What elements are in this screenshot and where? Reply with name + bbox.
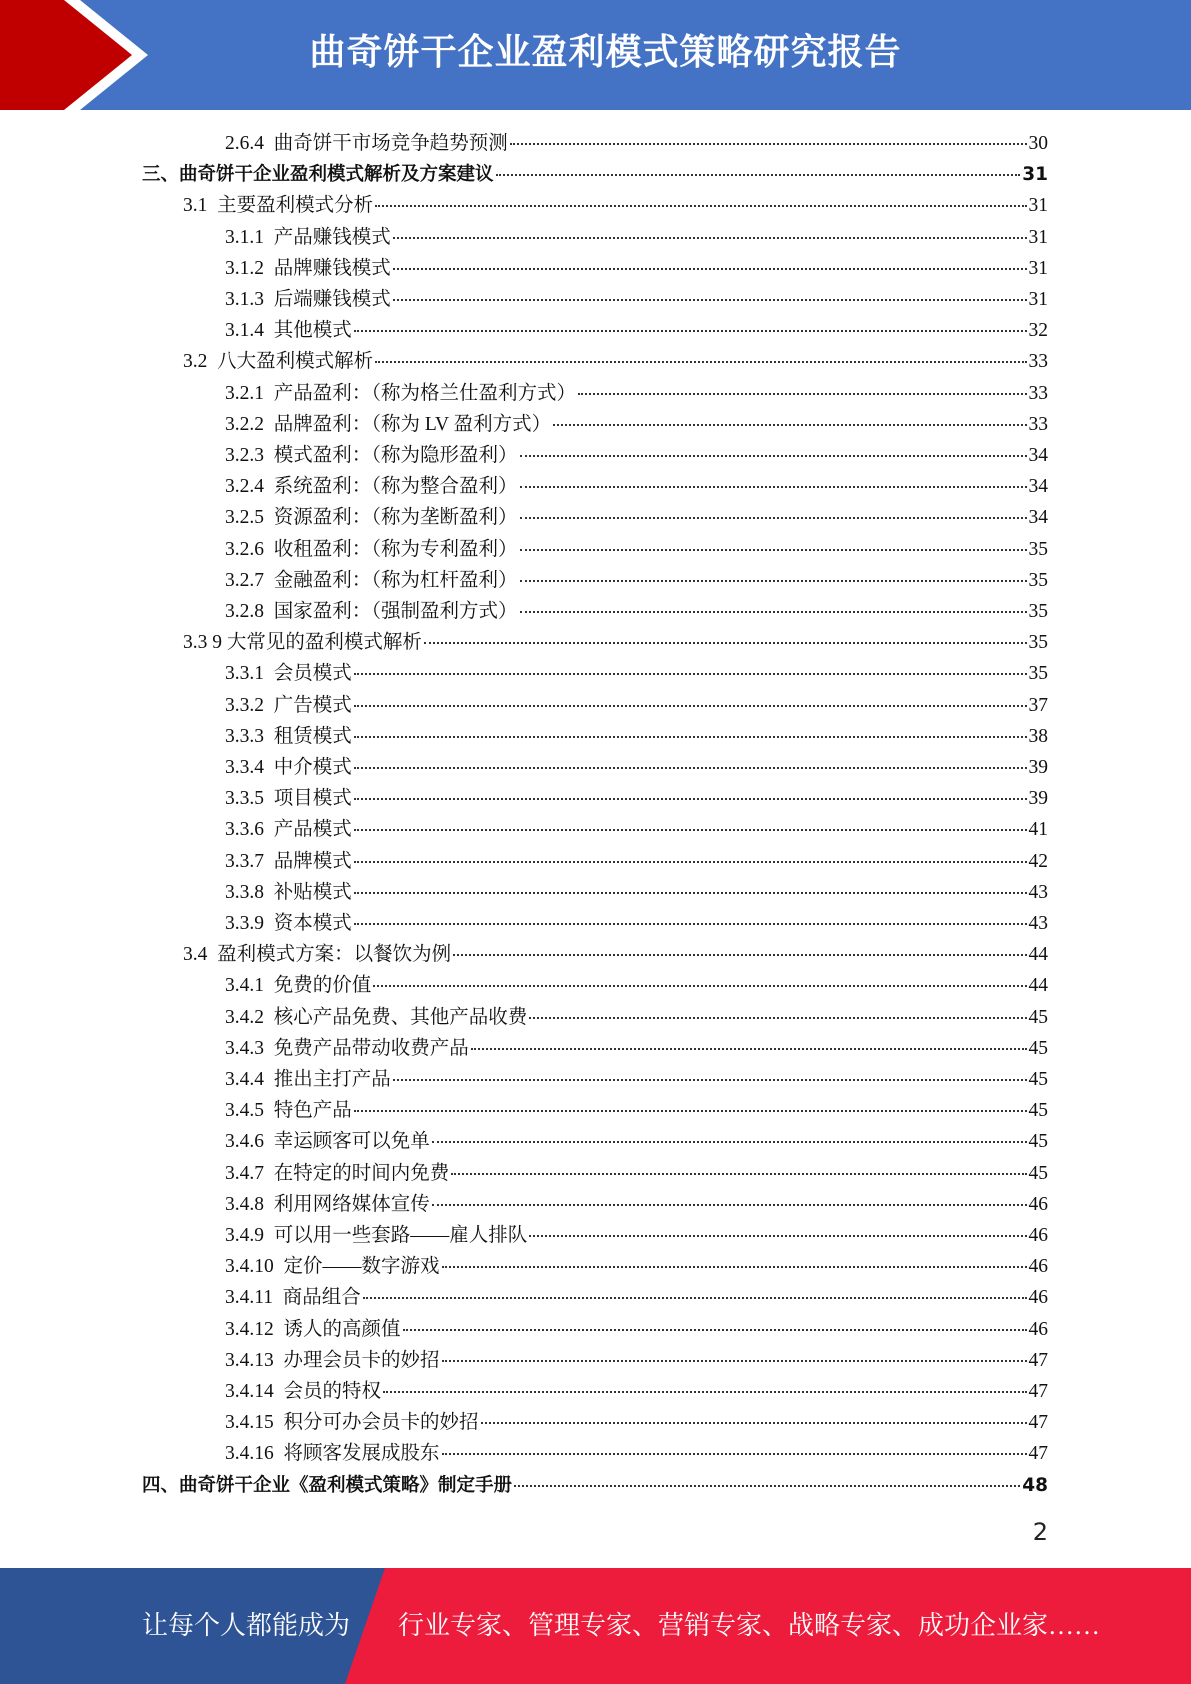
toc-entry-title: 3.3.2 广告模式	[225, 694, 352, 716]
toc-entry-title: 3.2 八大盈利模式解析	[183, 351, 374, 373]
toc-dot-leader	[373, 985, 1026, 987]
toc-entry-title: 3.3.6 产品模式	[225, 819, 352, 841]
toc-entry[interactable]	[225, 1189, 1048, 1220]
toc-entry[interactable]	[225, 315, 1048, 346]
toc-entry-title: 3.4.1 免费的价值	[225, 975, 372, 997]
toc-entry-title: 3.4.6 幸运顾客可以免单	[225, 1131, 430, 1153]
toc-entry[interactable]	[225, 846, 1048, 877]
toc-entry-page: 45	[1028, 1100, 1048, 1122]
toc-entry[interactable]	[225, 908, 1048, 939]
toc-entry-page: 45	[1028, 1006, 1048, 1028]
toc-entry-title: 3.3 9 大常见的盈利模式解析	[183, 632, 422, 654]
toc-dot-leader	[354, 861, 1027, 863]
toc-entry-title: 3.4.13 办理会员卡的妙招	[225, 1349, 440, 1371]
toc-entry-title: 3.4.3 免费产品带动收费产品	[225, 1037, 469, 1059]
toc-entry-page: 33	[1028, 351, 1048, 373]
toc-entry-page: 43	[1028, 913, 1048, 934]
toc-entry[interactable]	[225, 1220, 1048, 1251]
toc-entry[interactable]	[225, 565, 1048, 596]
toc-entry[interactable]	[225, 1251, 1048, 1282]
toc-entry[interactable]	[225, 658, 1048, 689]
toc-entry[interactable]	[225, 128, 1048, 159]
toc-dot-leader	[375, 361, 1026, 363]
toc-entry-title: 3.4.5 特色产品	[225, 1100, 352, 1122]
toc-entry-page: 31	[1028, 195, 1048, 217]
toc-entry[interactable]	[183, 190, 1048, 221]
toc-entry[interactable]	[183, 346, 1048, 377]
toc-entry-page: 43	[1028, 881, 1048, 903]
toc-entry-title: 3.1.2 品牌赚钱模式	[225, 257, 391, 279]
toc-entry-title: 3.2.1 产品盈利：（称为格兰仕盈利方式）	[225, 382, 577, 404]
toc-entry-title: 3.4.16 将顾客发展成股东	[225, 1443, 440, 1465]
toc-entry-title: 3.4.11 商品组合	[225, 1287, 361, 1309]
toc-entry-page: 46	[1028, 1318, 1048, 1340]
toc-entry-title: 3.2.3 模式盈利：（称为隐形盈利）	[225, 445, 518, 466]
toc-entry-title: 3.4.10 定价——数字游戏	[225, 1256, 440, 1278]
toc-entry-page: 33	[1028, 413, 1048, 435]
toc-entry[interactable]	[225, 253, 1048, 284]
toc-entry-title: 3.4.2 核心产品免费、其他产品收费	[225, 1006, 528, 1028]
toc-dot-leader	[578, 393, 1026, 395]
toc-entry[interactable]	[225, 1158, 1048, 1189]
toc-entry-title: 3.2.4 系统盈利：（称为整合盈利）	[225, 476, 518, 498]
toc-entry-page: 33	[1028, 382, 1048, 404]
toc-entry-title: 3.3.3 租赁模式	[225, 725, 352, 747]
toc-entry-page: 34	[1028, 445, 1048, 466]
toc-entry-page: 47	[1028, 1381, 1048, 1402]
toc-dot-leader	[363, 1297, 1027, 1299]
toc-dot-leader	[481, 1422, 1027, 1424]
toc-dot-leader	[354, 767, 1027, 769]
toc-dot-leader	[514, 1485, 1020, 1487]
toc-entry-title: 3.3.8 补贴模式	[225, 881, 352, 903]
toc-dot-leader	[442, 1360, 1027, 1362]
toc-entry-title: 3.4.4 推出主打产品	[225, 1069, 391, 1090]
toc-entry-page: 35	[1028, 632, 1048, 654]
toc-entry[interactable]	[225, 471, 1048, 502]
toc-entry-page: 46	[1028, 1225, 1048, 1246]
toc-entry[interactable]	[225, 1282, 1048, 1313]
toc-entry-page: 31	[1022, 164, 1048, 186]
toc-entry[interactable]	[183, 627, 1048, 658]
toc-dot-leader	[496, 174, 1021, 176]
toc-dot-leader	[442, 1453, 1027, 1455]
toc-entry[interactable]	[225, 752, 1048, 783]
toc-entry-page: 35	[1028, 663, 1048, 685]
toc-entry[interactable]	[225, 534, 1048, 565]
toc-entry-title: 3.2.7 金融盈利：（称为杠杆盈利）	[225, 569, 518, 591]
toc-entry[interactable]	[225, 1314, 1048, 1345]
toc-entry-page: 47	[1028, 1349, 1048, 1371]
toc-entry[interactable]	[225, 1033, 1048, 1064]
toc-entry-title: 3.4.12 诱人的高颜值	[225, 1318, 401, 1340]
toc-dot-leader	[354, 330, 1027, 332]
toc-entry[interactable]	[225, 783, 1048, 814]
toc-dot-leader	[432, 1204, 1027, 1206]
toc-dot-leader	[354, 892, 1027, 894]
toc-dot-leader	[424, 642, 1027, 644]
toc-entry-page: 48	[1022, 1474, 1048, 1496]
toc-entry-page: 38	[1028, 725, 1048, 747]
toc-entry[interactable]	[225, 1064, 1048, 1095]
toc-dot-leader	[393, 1079, 1027, 1081]
toc-entry-title: 3.4 盈利模式方案：以餐饮为例	[183, 944, 452, 966]
toc-dot-leader	[451, 1173, 1026, 1175]
toc-dot-leader	[354, 673, 1027, 675]
toc-entry[interactable]	[225, 1095, 1048, 1126]
toc-entry-title: 3.1.1 产品赚钱模式	[225, 226, 391, 248]
toc-dot-leader	[354, 798, 1027, 800]
toc-entry-page: 46	[1028, 1287, 1048, 1309]
toc-entry-page: 35	[1028, 569, 1048, 591]
toc-dot-leader	[393, 268, 1027, 270]
toc-entry[interactable]	[225, 1407, 1048, 1438]
toc-dot-leader	[520, 580, 1027, 582]
toc-dot-leader	[354, 705, 1027, 707]
toc-entry[interactable]	[142, 1470, 1048, 1501]
toc-entry[interactable]	[225, 1345, 1048, 1376]
toc-dot-leader	[442, 1266, 1027, 1268]
toc-entry-page: 45	[1028, 1069, 1048, 1090]
footer-slogan-right: 行业专家、管理专家、营销专家、战略专家、成功企业家……	[398, 1611, 1101, 1640]
toc-entry-title: 3.3.4 中介模式	[225, 757, 352, 778]
toc-dot-leader	[529, 1017, 1026, 1019]
toc-dot-leader	[432, 1141, 1027, 1143]
toc-entry-title: 3.1.3 后端赚钱模式	[225, 289, 391, 310]
toc-entry-page: 42	[1028, 850, 1048, 872]
toc-entry-page: 47	[1028, 1443, 1048, 1465]
toc-dot-leader	[393, 299, 1027, 301]
toc-entry-title: 3.4.9 可以用一些套路——雇人排队	[225, 1225, 528, 1246]
toc-dot-leader	[403, 1329, 1027, 1331]
toc-entry-page: 31	[1028, 257, 1048, 279]
toc-entry-title: 3.4.15 积分可办会员卡的妙招	[225, 1412, 479, 1434]
toc-entry-page: 41	[1028, 819, 1048, 841]
toc-entry[interactable]	[225, 378, 1048, 409]
toc-entry-title: 3.1 主要盈利模式分析	[183, 195, 374, 217]
toc-entry-title: 3.4.14 会员的特权	[225, 1381, 382, 1402]
page-footer	[0, 1568, 1191, 1684]
toc-dot-leader	[520, 611, 1027, 613]
toc-dot-leader	[354, 923, 1027, 925]
toc-entry-page: 37	[1028, 694, 1048, 716]
toc-entry-page: 45	[1028, 1037, 1048, 1059]
toc-dot-leader	[453, 954, 1026, 956]
toc-dot-leader	[354, 1110, 1027, 1112]
toc-dot-leader	[375, 205, 1026, 207]
toc-entry-title: 四、曲奇饼干企业《盈利模式策略》制定手册	[142, 1474, 513, 1496]
toc-entry-page: 35	[1028, 538, 1048, 560]
toc-entry[interactable]	[142, 159, 1048, 190]
toc-entry-page: 44	[1028, 975, 1048, 997]
toc-entry[interactable]	[225, 1002, 1048, 1033]
toc-entry[interactable]	[225, 502, 1048, 533]
toc-entry-title: 2.6.4 曲奇饼干市场竞争趋势预测	[225, 133, 508, 154]
toc-entry[interactable]	[225, 440, 1048, 471]
toc-entry-title: 3.4.7 在特定的时间内免费	[225, 1162, 450, 1184]
toc-dot-leader	[520, 455, 1027, 457]
toc-entry-title: 3.3.5 项目模式	[225, 788, 352, 810]
toc-entry[interactable]	[225, 690, 1048, 721]
toc-entry-page: 45	[1028, 1131, 1048, 1153]
toc-entry[interactable]	[225, 1126, 1048, 1157]
toc-entry-title: 3.4.8 利用网络媒体宣传	[225, 1193, 430, 1215]
toc-entry-title: 三、曲奇饼干企业盈利模式解析及方案建议	[142, 164, 494, 186]
toc-entry[interactable]	[225, 409, 1048, 440]
toc-entry[interactable]	[225, 814, 1048, 845]
report-title: 曲奇饼干企业盈利模式策略研究报告	[309, 32, 902, 73]
toc-entry-page: 39	[1028, 788, 1048, 810]
toc-entry-page: 35	[1028, 601, 1048, 622]
toc-entry-page: 39	[1028, 757, 1048, 778]
footer-slogan-left: 让每个人都能成为	[142, 1611, 351, 1640]
toc-entry-page: 30	[1028, 133, 1048, 154]
toc-entry-title: 3.3.1 会员模式	[225, 663, 352, 685]
toc-entry[interactable]	[225, 596, 1048, 627]
toc-entry-page: 44	[1028, 944, 1048, 966]
toc-entry-title: 3.1.4 其他模式	[225, 320, 352, 342]
toc-entry-page: 31	[1028, 289, 1048, 310]
toc-entry[interactable]	[225, 721, 1048, 752]
toc-entry-page: 47	[1028, 1412, 1048, 1434]
toc-dot-leader	[510, 143, 1027, 145]
toc-entry-title: 3.2.5 资源盈利：（称为垄断盈利）	[225, 507, 518, 529]
toc-entry[interactable]	[225, 284, 1048, 315]
toc-entry-title: 3.2.6 收租盈利：（称为专利盈利）	[225, 538, 518, 560]
toc-entry[interactable]	[225, 1376, 1048, 1407]
toc-entry[interactable]	[183, 939, 1048, 970]
toc-entry-title: 3.3.7 品牌模式	[225, 850, 352, 872]
toc-dot-leader	[553, 424, 1026, 426]
page-header	[0, 0, 1191, 110]
toc-entry-page: 31	[1028, 226, 1048, 248]
toc-entry[interactable]	[225, 222, 1048, 253]
toc-entry-page: 46	[1028, 1193, 1048, 1215]
page-number: 2	[1032, 1518, 1048, 1546]
toc-entry-page: 46	[1028, 1256, 1048, 1278]
toc-dot-leader	[354, 736, 1027, 738]
toc-entry[interactable]	[225, 970, 1048, 1001]
toc-dot-leader	[383, 1391, 1026, 1393]
toc-dot-leader	[520, 486, 1027, 488]
toc-entry-page: 34	[1028, 507, 1048, 529]
toc-entry-page: 32	[1028, 320, 1048, 342]
toc-entry-title: 3.2.2 品牌盈利：（称为 LV 盈利方式）	[225, 413, 552, 435]
toc-entry-title: 3.3.9 资本模式	[225, 913, 352, 934]
toc-dot-leader	[471, 1048, 1027, 1050]
toc-dot-leader	[393, 237, 1027, 239]
toc-entry-title: 3.2.8 国家盈利：（强制盈利方式）	[225, 601, 518, 622]
toc-entry[interactable]	[225, 877, 1048, 908]
toc-entry-page: 45	[1028, 1162, 1048, 1184]
toc-dot-leader	[520, 549, 1027, 551]
toc-entry[interactable]	[225, 1438, 1048, 1469]
toc-dot-leader	[529, 1235, 1026, 1237]
toc-dot-leader	[520, 517, 1027, 519]
toc-dot-leader	[354, 829, 1027, 831]
toc-entry-page: 34	[1028, 476, 1048, 498]
